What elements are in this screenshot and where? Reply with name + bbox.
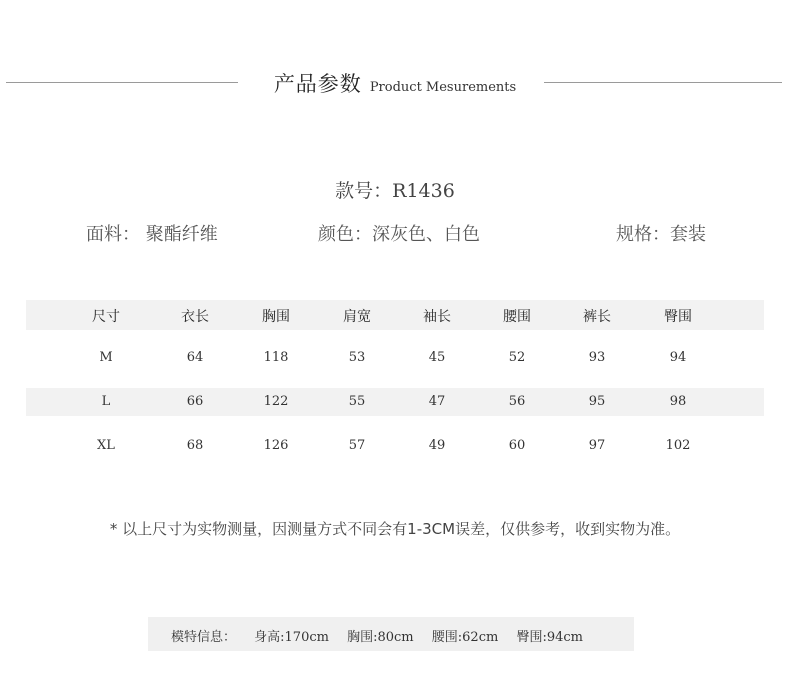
table-cell: 57 (348, 438, 366, 453)
model-info (171, 626, 597, 645)
table-header-cell: 臀围 (664, 309, 692, 325)
table-header-cell: 尺寸 (92, 309, 120, 325)
table-size-label: M (99, 350, 113, 365)
model-waist: 腰围:62cm (431, 630, 499, 645)
table-header-cell: 袖长 (423, 309, 451, 325)
table-cell: 94 (669, 350, 687, 365)
model-number: 款号：R1436 (335, 180, 455, 202)
model-hips: 臀围:94cm (516, 630, 583, 645)
table-cell: 68 (186, 438, 204, 453)
table-cell: 95 (588, 394, 606, 409)
heading-title-en: Product Mesurements (369, 80, 517, 95)
table-header-cell: 衣长 (181, 309, 209, 325)
table-cell: 64 (186, 350, 204, 365)
table-cell: 47 (428, 394, 446, 409)
table-cell: 55 (348, 394, 366, 409)
table-cell: 53 (348, 350, 366, 365)
table-header-cell: 裤长 (583, 309, 611, 325)
table-cell: 98 (669, 394, 687, 409)
table-cell: 102 (665, 438, 691, 453)
table-cell: 118 (263, 350, 289, 365)
model-bust: 胸围:80cm (347, 630, 414, 645)
table-cell: 45 (428, 350, 446, 365)
table-header-cell: 胸围 (262, 309, 290, 325)
table-cell: 93 (588, 350, 606, 365)
color-spec: 颜色：深灰色、白色 (318, 224, 480, 245)
table-size-label: L (101, 394, 111, 409)
model-info-label: 模特信息： (171, 630, 237, 645)
table-cell: 126 (263, 438, 289, 453)
table-header-cell: 肩宽 (343, 309, 371, 325)
table-cell: 52 (508, 350, 526, 365)
table-cell: 97 (588, 438, 606, 453)
table-size-label: XL (97, 438, 115, 453)
table-header-cell: 腰围 (503, 309, 531, 325)
fabric-spec: 面料： 聚酯纤维 (86, 224, 218, 245)
model-height: 身高:170cm (254, 630, 329, 645)
section-heading (0, 68, 790, 98)
table-cell: 49 (428, 438, 446, 453)
table-cell: 66 (186, 394, 204, 409)
table-cell: 122 (263, 394, 289, 409)
heading-title-cn: 产品参数 (273, 72, 362, 96)
set-spec: 规格：套装 (616, 224, 706, 245)
table-cell: 60 (508, 438, 526, 453)
table-cell: 56 (508, 394, 526, 409)
measurement-note: * 以上尺寸为实物测量，因测量方式不同会有1-3CM误差，仅供参考，收到实物为准。 (109, 520, 681, 538)
